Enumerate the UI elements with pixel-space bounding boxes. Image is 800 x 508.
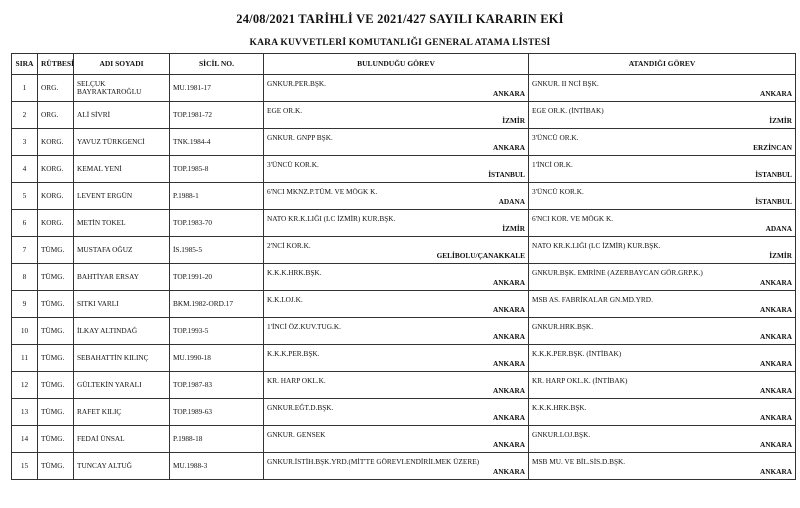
new-duty-city: İZMİR: [769, 116, 792, 125]
row-name: SITKI VARLI: [74, 291, 170, 318]
new-duty-city: İZMİR: [769, 251, 792, 260]
new-duty-city: ADANA: [765, 224, 792, 233]
row-current-duty: [264, 264, 529, 291]
row-number: 8: [12, 264, 38, 291]
row-registry-no: TOP.1983-70: [170, 210, 264, 237]
row-name: FEDAİ ÜNSAL: [74, 426, 170, 453]
new-duty-text: MSB MU. VE BİL.SİS.D.BŞK.: [532, 457, 626, 466]
document-subtitle: KARA KUVVETLERİ KOMUTANLIĞI GENERAL ATAMA LİSTESİ: [249, 38, 551, 48]
current-duty-city: GELİBOLU/ÇANAKKALE: [436, 251, 525, 260]
row-registry-no: MU.1988-3: [170, 453, 264, 480]
table-row: [12, 345, 796, 372]
header-registry-no: SİCİL NO.: [170, 54, 264, 75]
row-name: İLKAY ALTINDAĞ: [74, 318, 170, 345]
row-new-duty: [529, 426, 796, 453]
row-current-duty: [264, 183, 529, 210]
current-duty-text: 3'ÜNCÜ KOR.K.: [267, 160, 319, 169]
row-rank: TÜMG.: [38, 426, 74, 453]
row-rank: KORG.: [38, 129, 74, 156]
row-name: BAHTİYAR ERSAY: [74, 264, 170, 291]
table-row: [12, 210, 796, 237]
header-new-duty: ATANDIĞI GÖREV: [529, 54, 796, 75]
new-duty-text: EGE OR.K. (İNTİBAK): [532, 106, 604, 115]
row-current-duty: [264, 102, 529, 129]
new-duty-text: 1'İNCİ OR.K.: [532, 160, 573, 169]
row-number: 4: [12, 156, 38, 183]
current-duty-text: NATO KR.K.LIĞI (LC İZMİR) KUR.BŞK.: [267, 214, 396, 223]
current-duty-city: ANKARA: [492, 359, 525, 368]
table-row: [12, 291, 796, 318]
row-name: SELÇUK BAYRAKTAROĞLU: [74, 75, 170, 102]
new-duty-city: İSTANBUL: [755, 170, 792, 179]
row-name: LEVENT ERGÜN: [74, 183, 170, 210]
table-header-row: [12, 54, 796, 75]
new-duty-text: KR. HARP OKL.K. (İNTİBAK): [532, 376, 628, 385]
row-name: ALİ SİVRİ: [74, 102, 170, 129]
row-number: 15: [12, 453, 38, 480]
current-duty-text: K.K.K.PER.BŞK.: [267, 349, 320, 358]
new-duty-text: NATO KR.K.LIĞI (LC İZMİR) KUR.BŞK.: [532, 241, 661, 250]
row-registry-no: TOP.1991-20: [170, 264, 264, 291]
new-duty-city: ERZİNCAN: [753, 143, 792, 152]
new-duty-text: 3'ÜNCÜ KOR.K.: [532, 187, 584, 196]
table-row: [12, 453, 796, 480]
current-duty-text: GNKUR.İSTİH.BŞK.YRD.(MİT'TE GÖREVLENDİRİLMEK ÜZERE): [267, 457, 480, 466]
current-duty-text: GNKUR. GENSEK: [267, 430, 326, 439]
row-rank: TÜMG.: [38, 453, 74, 480]
header-no: SIRA: [12, 54, 38, 75]
current-duty-text: GNKUR. GNPP BŞK.: [267, 133, 333, 142]
table-row: [12, 183, 796, 210]
table-row: [12, 318, 796, 345]
row-new-duty: [529, 210, 796, 237]
row-new-duty: [529, 399, 796, 426]
row-rank: KORG.: [38, 156, 74, 183]
current-duty-city: ANKARA: [492, 386, 525, 395]
row-registry-no: TOP.1985-8: [170, 156, 264, 183]
row-name: KEMAL YENİ: [74, 156, 170, 183]
new-duty-text: 6'NCI KOR. VE MÖGK K.: [532, 214, 614, 223]
row-number: 14: [12, 426, 38, 453]
row-new-duty: [529, 183, 796, 210]
new-duty-city: İSTANBUL: [755, 197, 792, 206]
current-duty-city: ANKARA: [492, 413, 525, 422]
row-registry-no: İS.1985-5: [170, 237, 264, 264]
row-current-duty: [264, 75, 529, 102]
new-duty-city: ANKARA: [759, 467, 792, 476]
row-number: 1: [12, 75, 38, 102]
table-row: [12, 426, 796, 453]
row-rank: ORG.: [38, 75, 74, 102]
row-number: 7: [12, 237, 38, 264]
row-rank: TÜMG.: [38, 318, 74, 345]
table-body: [12, 75, 796, 480]
row-name: RAFET KILIÇ: [74, 399, 170, 426]
row-new-duty: [529, 102, 796, 129]
current-duty-text: GNKUR.PER.BŞK.: [267, 79, 326, 88]
new-duty-city: ANKARA: [759, 332, 792, 341]
row-new-duty: [529, 345, 796, 372]
row-registry-no: TOP.1989-63: [170, 399, 264, 426]
new-duty-text: 3'ÜNCÜ OR.K.: [532, 133, 579, 142]
current-duty-text: K.K.K.HRK.BŞK.: [267, 268, 322, 277]
row-current-duty: [264, 210, 529, 237]
row-registry-no: BKM.1982-ORD.17: [170, 291, 264, 318]
current-duty-city: İZMİR: [502, 116, 525, 125]
row-rank: TÜMG.: [38, 291, 74, 318]
row-rank: KORG.: [38, 210, 74, 237]
current-duty-city: ANKARA: [492, 89, 525, 98]
row-number: 9: [12, 291, 38, 318]
table-row: [12, 264, 796, 291]
row-current-duty: [264, 291, 529, 318]
row-registry-no: TOP.1981-72: [170, 102, 264, 129]
header-rank: RÜTBESİ: [38, 54, 74, 75]
table-row: [12, 156, 796, 183]
current-duty-city: ADANA: [498, 197, 525, 206]
row-number: 3: [12, 129, 38, 156]
row-current-duty: [264, 237, 529, 264]
table-row: [12, 399, 796, 426]
row-number: 6: [12, 210, 38, 237]
row-current-duty: [264, 345, 529, 372]
current-duty-city: İZMİR: [502, 224, 525, 233]
row-current-duty: [264, 372, 529, 399]
row-registry-no: TNK.1984-4: [170, 129, 264, 156]
appointment-table: [11, 53, 796, 480]
row-new-duty: [529, 156, 796, 183]
row-registry-no: TOP.1993-5: [170, 318, 264, 345]
row-registry-no: P.1988-18: [170, 426, 264, 453]
row-new-duty: [529, 291, 796, 318]
new-duty-text: GNKUR.LOJ.BŞK.: [532, 430, 591, 439]
row-name: METİN TOKEL: [74, 210, 170, 237]
current-duty-city: ANKARA: [492, 305, 525, 314]
row-new-duty: [529, 129, 796, 156]
row-name: YAVUZ TÜRKGENCİ: [74, 129, 170, 156]
row-registry-no: MU.1990-18: [170, 345, 264, 372]
new-duty-city: ANKARA: [759, 386, 792, 395]
current-duty-text: KR. HARP OKL.K.: [267, 376, 326, 385]
table-row: [12, 102, 796, 129]
row-number: 2: [12, 102, 38, 129]
current-duty-city: ANKARA: [492, 440, 525, 449]
table-row: [12, 237, 796, 264]
table-row: [12, 75, 796, 102]
row-rank: TÜMG.: [38, 372, 74, 399]
new-duty-text: GNKUR. II NCİ BŞK.: [532, 79, 599, 88]
row-current-duty: [264, 399, 529, 426]
row-current-duty: [264, 426, 529, 453]
row-new-duty: [529, 75, 796, 102]
current-duty-text: 1'İNCİ ÖZ.KUV.TUG.K.: [267, 322, 341, 331]
row-number: 12: [12, 372, 38, 399]
current-duty-city: ANKARA: [492, 332, 525, 341]
row-rank: TÜMG.: [38, 399, 74, 426]
new-duty-city: ANKARA: [759, 89, 792, 98]
current-duty-city: ANKARA: [492, 143, 525, 152]
row-registry-no: TOP.1987-83: [170, 372, 264, 399]
row-number: 11: [12, 345, 38, 372]
row-name: GÜLTEKİN YARALI: [74, 372, 170, 399]
row-number: 10: [12, 318, 38, 345]
current-duty-text: K.K.LOJ.K.: [267, 295, 303, 304]
current-duty-city: ANKARA: [492, 278, 525, 287]
row-number: 13: [12, 399, 38, 426]
row-rank: TÜMG.: [38, 237, 74, 264]
current-duty-text: GNKUR.EĞT.D.BŞK.: [267, 403, 334, 412]
table-row: [12, 372, 796, 399]
row-rank: KORG.: [38, 183, 74, 210]
current-duty-city: İSTANBUL: [488, 170, 525, 179]
new-duty-text: GNKUR.HRK.BŞK.: [532, 322, 594, 331]
row-new-duty: [529, 237, 796, 264]
row-name: MUSTAFA OĞUZ: [74, 237, 170, 264]
row-rank: TÜMG.: [38, 264, 74, 291]
row-current-duty: [264, 453, 529, 480]
row-rank: ORG.: [38, 102, 74, 129]
row-new-duty: [529, 318, 796, 345]
document-title: 24/08/2021 TARİHLİ VE 2021/427 SAYILI KARARIN EKİ: [236, 12, 564, 26]
new-duty-city: ANKARA: [759, 413, 792, 422]
current-duty-text: EGE OR.K.: [267, 106, 303, 115]
row-number: 5: [12, 183, 38, 210]
new-duty-city: ANKARA: [759, 278, 792, 287]
new-duty-city: ANKARA: [759, 305, 792, 314]
current-duty-text: 6'NCI MKNZ.P.TÜM. VE MÖGK K.: [267, 187, 378, 196]
new-duty-city: ANKARA: [759, 440, 792, 449]
header-current-duty: BULUNDUĞU GÖREV: [264, 54, 529, 75]
row-current-duty: [264, 156, 529, 183]
row-registry-no: P.1988-1: [170, 183, 264, 210]
new-duty-text: K.K.K.PER.BŞK. (İNTİBAK): [532, 349, 622, 358]
row-current-duty: [264, 318, 529, 345]
row-rank: TÜMG.: [38, 345, 74, 372]
row-name: TUNCAY ALTUĞ: [74, 453, 170, 480]
table-row: [12, 129, 796, 156]
row-current-duty: [264, 129, 529, 156]
new-duty-text: K.K.K.HRK.BŞK.: [532, 403, 587, 412]
row-new-duty: [529, 372, 796, 399]
row-name: SEBAHATTİN KILINÇ: [74, 345, 170, 372]
header-name: ADI SOYADI: [74, 54, 170, 75]
new-duty-text: MSB AS. FABRİKALAR GN.MD.YRD.: [532, 295, 653, 304]
new-duty-city: ANKARA: [759, 359, 792, 368]
new-duty-text: GNKUR.BŞK. EMRİNE (AZERBAYCAN GÖR.GRP.K.): [532, 268, 703, 277]
row-new-duty: [529, 264, 796, 291]
current-duty-text: 2'NCİ KOR.K.: [267, 241, 311, 250]
row-registry-no: MU.1981-17: [170, 75, 264, 102]
row-new-duty: [529, 453, 796, 480]
current-duty-city: ANKARA: [492, 467, 525, 476]
